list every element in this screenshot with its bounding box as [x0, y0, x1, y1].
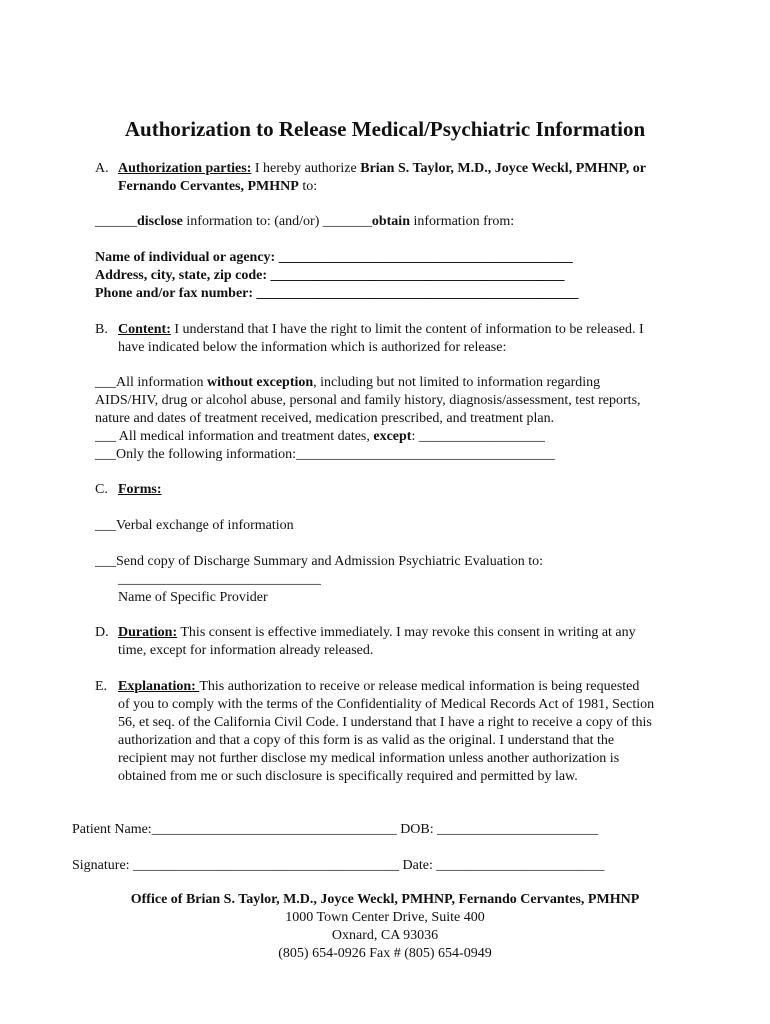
section-e-line1 [118, 678, 639, 696]
section-d-line2: time, except for information already released. [118, 643, 374, 658]
section-b-line2: have indicated below the information which is authorized for release: [118, 340, 507, 355]
provider-name-label: Name of Specific Provider [118, 590, 268, 605]
section-b-line1 [118, 321, 644, 339]
section-c-heading: Forms: [118, 482, 162, 497]
option-all-info-text-b: , including but not limited to information regarding [313, 375, 601, 390]
patient-name-dob-field[interactable]: Patient Name:___________________________________ DOB: _______________________ [72, 822, 599, 837]
verbal-exchange-blank[interactable]: ___ [95, 518, 116, 533]
option-all-info-line3: nature and dates of treatment received, medication prescribed, and treatment plan. [95, 411, 555, 426]
phone-fax-field[interactable]: Phone and/or fax number: ______________________________________________ [95, 286, 579, 301]
footer-address-line2: Oxnard, CA 93036 [331, 928, 439, 943]
address-field[interactable]: Address, city, state, zip code: __________________________________________ [95, 268, 565, 283]
section-e-line4: authorization and that a copy of this form is as valid as the original. I understand that the [118, 733, 615, 748]
section-e-line6: obtained from me or such disclosure is specifically required and permitted by law. [118, 769, 578, 784]
section-a-names2: Fernando Cervantes, PMHNP [118, 179, 299, 194]
section-d-line1 [118, 624, 636, 642]
option-all-info-text-a: All information [116, 375, 207, 390]
page-title: Authorization to Release Medical/Psychiatric Information [124, 117, 646, 141]
verbal-exchange-label: Verbal exchange of information [116, 518, 294, 533]
signature-date-field[interactable]: Signature: ______________________________________ Date: ________________________ [72, 858, 605, 873]
section-a-text1: I hereby authorize [251, 161, 361, 176]
section-b-text1: I understand that I have the right to limit the content of information to be released. I [170, 322, 644, 337]
option-following-info [95, 446, 555, 464]
option-medical-except-text-b[interactable]: : __________________ [411, 429, 545, 444]
section-e-text1: This authorization to receive or release medical information is being requested [199, 679, 640, 694]
footer-address-line1: 1000 Town Center Drive, Suite 400 [285, 910, 485, 925]
footer-phone: (805) 654-0926 Fax # (805) 654-0949 [278, 946, 492, 961]
option-following-info-text[interactable]: Only the following information:_____________________________________ [116, 447, 556, 462]
obtain-label: obtain [371, 214, 410, 229]
section-b-letter: B. [95, 322, 108, 337]
agency-name-field[interactable]: Name of individual or agency: __________________________________________ [95, 250, 573, 265]
except-label: except [373, 429, 412, 444]
verbal-exchange-option [95, 517, 294, 535]
footer-office: Office of Brian S. Taylor, M.D., Joyce Weckl, PMHNP, Fernando Cervantes, PMHNP [130, 892, 640, 907]
option-medical-except-blank[interactable]: ___ [95, 429, 116, 444]
send-copy-option [95, 553, 543, 571]
send-copy-label: Send copy of Discharge Summary and Admission Psychiatric Evaluation to: [116, 554, 544, 569]
section-e-line5: recipient may not further disclose my medical information unless another authorization is [118, 751, 620, 766]
option-medical-except [95, 428, 545, 446]
section-a-heading: Authorization parties: [118, 161, 252, 176]
section-d-letter: D. [95, 625, 109, 640]
option-all-info-line2: AIDS/HIV, drug or alcohol abuse, personal and family history, diagnosis/assessment, test reports, [95, 393, 641, 408]
option-following-info-blank[interactable]: ___ [95, 447, 116, 462]
section-a-letter: A. [95, 161, 109, 176]
section-a-line2 [118, 178, 317, 196]
section-e-letter: E. [95, 679, 108, 694]
section-e-line2: of you to comply with the terms of the Confidentiality of Medical Records Act of 1981, Section [118, 697, 655, 712]
section-a-names1: Brian S. Taylor, M.D., Joyce Weckl, PMHNP, or [360, 161, 646, 176]
section-b-heading: Content: [118, 322, 171, 337]
section-a-line1 [118, 160, 646, 178]
disclose-end: information from: [409, 214, 515, 229]
disclose-label: disclose [137, 214, 183, 229]
section-d-heading: Duration: [118, 625, 178, 640]
section-a-text2: to: [298, 179, 318, 194]
option-medical-except-text-a: All medical information and treatment dates, [116, 429, 374, 444]
disclose-blank[interactable]: ______ [95, 214, 137, 229]
option-all-info [95, 374, 600, 392]
section-d-text1: This consent is effective immediately. I may revoke this consent in writing at any [177, 625, 636, 640]
without-exception-label: without exception [207, 375, 314, 390]
section-c-letter: C. [95, 482, 108, 497]
option-all-info-blank[interactable]: ___ [95, 375, 116, 390]
send-copy-blank[interactable]: ___ [95, 554, 116, 569]
disclose-obtain-line [95, 213, 514, 231]
section-e-heading: Explanation: [118, 679, 200, 694]
disclose-mid: information to: (and/or) _______ [182, 214, 372, 229]
provider-name-line[interactable]: _____________________________ [118, 572, 321, 587]
section-e-line3: 56, et seq. of the California Civil Code. I understand that I have a right to receive a copy of this [118, 715, 652, 730]
